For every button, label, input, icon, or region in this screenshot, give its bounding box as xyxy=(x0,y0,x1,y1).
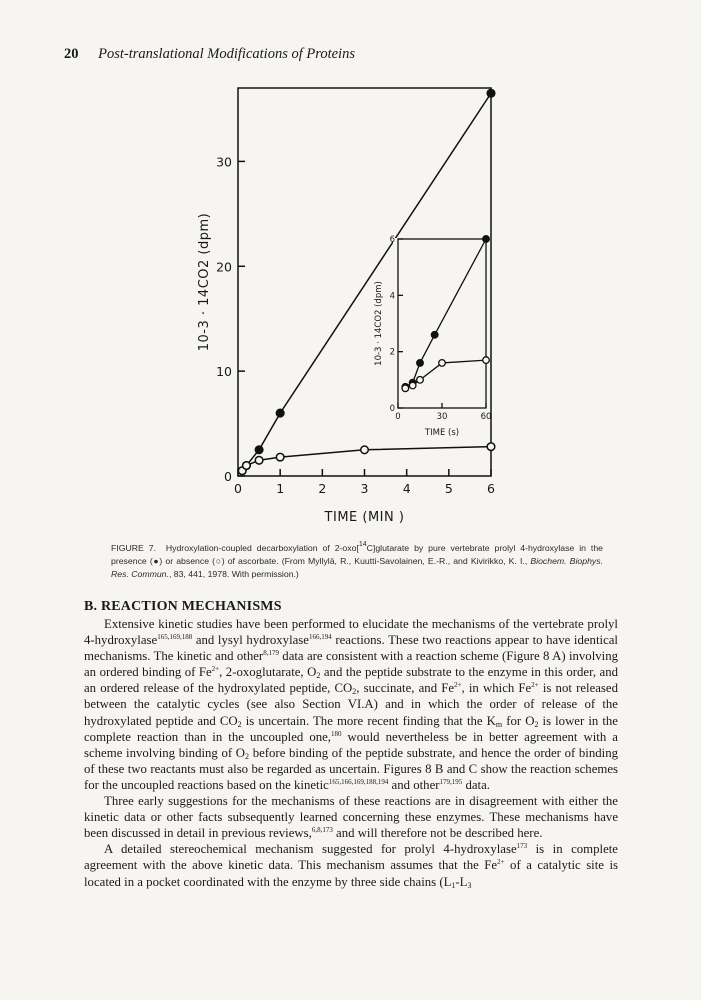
inset-filled-point xyxy=(483,236,490,243)
inset-open-point xyxy=(483,357,490,364)
inset-x-tick-label: 60 xyxy=(480,412,492,422)
paragraph: Three early suggestions for the mechanisms of these reactions are in disagreement with either the kinetic data or other facts subsequently learned concerning these enzymes. These mechanisms have been discussed in detail in previous reviews,$^{6,8,173}$ and will therefore not be described here. xyxy=(84,794,618,841)
main-y-tick-label: 10 xyxy=(216,364,232,380)
caption-label: FIGURE 7. xyxy=(111,543,156,553)
main-y-tick-label: 0 xyxy=(224,469,232,484)
figure-caption: FIGURE 7. Hydroxylation-coupled decarboxylation of 2-oxo[$^{14}$C]glutarate by pure vertebrate prolyl 4-hydroxylase in the presence (●) or absence (○) of ascorbate. (From Myllylä, R., Kuutti-Savolainen, E.-R., and Kivirikko, K. I., Biochem. Biophys. Res. Commun., 83, 441, 1978. With permission.) xyxy=(111,541,604,579)
inset-y-axis-title: 10-3 · 14CO2 (dpm) xyxy=(374,281,384,366)
main-x-tick-label: 2 xyxy=(318,481,327,496)
main-x-tick-label: 1 xyxy=(276,481,285,496)
caption-journal: Biochem. Biophys. Res. Commun. xyxy=(111,556,604,579)
inset-x-axis-title: TIME (s) xyxy=(424,428,460,438)
main-open-point xyxy=(361,446,369,454)
inset-open-point xyxy=(402,385,409,392)
paragraph: A detailed stereochemical mechanism suggested for prolyl 4-hydroxylase$^{173}$ is in complete agreement with the above kinetic data. This mechanism assumes that the $Fe^{2+}$ of a catalytic site is located in a pocket coordinated with the enzyme by three side chains ($L_1-L_3$ xyxy=(84,842,619,890)
inset-filled-point xyxy=(417,360,424,367)
inset-x-tick-label: 0 xyxy=(395,412,401,422)
inset-filled-point xyxy=(431,331,438,338)
page-number: 20 xyxy=(64,46,79,62)
inset-open-point xyxy=(439,360,446,367)
main-y-tick-label: 30 xyxy=(216,154,232,170)
inset-open-point xyxy=(409,382,416,389)
main-filled-point xyxy=(487,89,495,97)
main-filled-point xyxy=(255,446,263,454)
inset-y-tick-label: 4 xyxy=(389,291,395,302)
main-y-tick-label: 20 xyxy=(216,259,232,275)
running-title: Post-translational Modifications of Proteins xyxy=(98,46,355,62)
main-open-point xyxy=(255,456,263,464)
inset-x-tick-label: 30 xyxy=(436,412,448,422)
inset-y-tick-label: 0 xyxy=(389,404,395,414)
main-x-tick-label: 0 xyxy=(234,481,242,496)
inset-y-tick-label: 6 xyxy=(389,235,395,245)
main-x-axis-title: TIME (MIN ) xyxy=(324,510,405,525)
main-x-tick-label: 6 xyxy=(487,481,495,496)
main-x-tick-label: 5 xyxy=(444,481,453,496)
inset-open-point xyxy=(417,377,424,384)
inset-y-tick-label: 2 xyxy=(389,347,395,358)
main-open-point xyxy=(243,462,251,470)
main-filled-point xyxy=(276,409,284,417)
main-open-point xyxy=(487,443,495,451)
main-x-tick-label: 3 xyxy=(360,481,369,496)
main-x-tick-label: 4 xyxy=(402,481,411,496)
body-text xyxy=(84,616,618,890)
paragraph: Extensive kinetic studies have been performed to elucidate the mechanisms of the vertebrate prolyl 4-hydroxylase$^{165,169,188}$ and lysyl hydroxylase$^{166,194}$ reactions. These two reactions appear to have identical mechanisms. The kinetic and other$^{8,179}$ data are consistent with a reaction scheme (Figure 8 A) involving an ordered binding of $Fe^{2+}$, 2-oxoglutarate, $O_2$ and the peptide substrate to the enzyme in this order, and an ordered release of the hydroxylated peptide, $CO_2$, succinate, and $Fe^{2+}$, in which $Fe^{2+}$ is not released between the catalytic cycles (see also Section VI.A) and in which the order of release of the hydroxylated peptide and $CO_2$ is uncertain. The more recent finding that the $K_m$ for $O_2$ is lower in the complete reaction than in the uncoupled one,$^{180}$ would nevertheless be in better agreement with a scheme involving binding of $O_2$ before binding of the peptide substrate, and hence the order of binding of these two reactants must also be regarded as uncertain. Figures 8 B and C show the reaction schemes for the uncoupled reactions based on the kinetic$^{165,166,169,188,194}$ and other$^{179,195}$ data. xyxy=(84,617,619,792)
section-title: B. REACTION MECHANISMS xyxy=(84,599,282,614)
main-y-axis-title: 10-3 · 14CO2 (dpm) xyxy=(197,212,212,352)
inset-plot xyxy=(374,235,491,438)
main-open-point xyxy=(276,453,284,461)
